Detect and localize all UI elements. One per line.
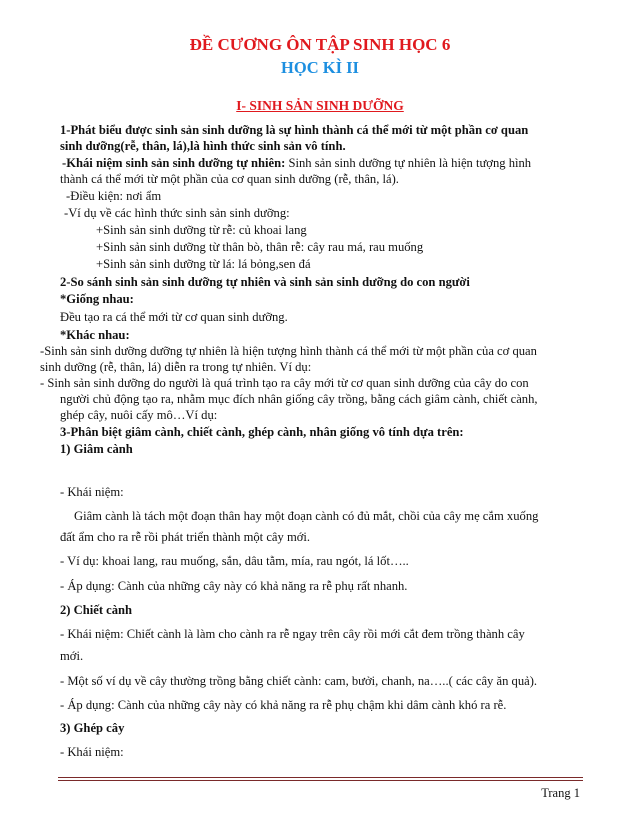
natural-concept-label: -Khái niệm sinh sản sinh dưỡng tự nhiên: (62, 156, 286, 170)
footer-divider (58, 777, 583, 778)
document-subtitle: HỌC KÌ II (281, 58, 359, 77)
difference-1-line-2: sinh dưỡng (rễ, thân, lá) diễn ra trong tự nhiên. Ví dụ: (40, 360, 312, 374)
question-3: 3-Phân biệt giâm cành, chiết cành, ghép cành, nhân giống vô tính dựa trên: (60, 425, 464, 439)
section-heading: I- SINH SẢN SINH DƯỠNG (236, 98, 404, 113)
grafting-concept-label: - Khái niệm: (60, 745, 124, 759)
natural-concept-line-2: thành cá thể mới từ một phần của cơ quan sinh dưỡng (rễ, thân, lá). (60, 172, 399, 186)
example-stem: +Sinh sản sinh dưỡng từ thân bò, thân rễ: cây rau má, rau muống (96, 240, 424, 254)
similar-text: Đều tạo ra cá thể mới từ cơ quan sinh dưỡng. (60, 310, 288, 324)
layering-concept-line-1: - Khái niệm: Chiết cành là làm cho cành ra rễ ngay trên cây rồi mới cắt đem trồng thành cây (60, 627, 525, 641)
layering-heading: 2) Chiết cành (60, 603, 133, 617)
cutting-apply: - Áp dụng: Cành của những cây này có khả năng ra rễ phụ rất nhanh. (60, 579, 408, 593)
natural-concept-text: Sinh sản sinh dưỡng tự nhiên là hiện tượng hình (285, 156, 532, 170)
condition-text: -Điều kiện: nơi ẩm (66, 189, 162, 203)
difference-label: *Khác nhau: (60, 328, 130, 342)
layering-concept-line-2: mới. (60, 649, 84, 663)
layering-apply: - Áp dụng: Cành của những cây này có khả năng ra rễ phụ chậm khi dâm cành khó ra rễ. (60, 698, 507, 712)
cutting-concept-line-2: đất ẩm cho ra rễ rồi phát triển thành một cây mới. (60, 530, 311, 544)
layering-example: - Một số ví dụ về cây thường trồng bằng chiết cành: cam, bưởi, chanh, na…..( các cây ăn quả). (60, 674, 538, 688)
examples-intro: -Ví dụ về các hình thức sinh sản sinh dưỡng: (64, 206, 290, 220)
difference-2-line-3: ghép cây, nuôi cấy mô…Ví dụ: (60, 408, 218, 422)
footer-divider-thin (58, 780, 583, 781)
similar-label: *Giống nhau: (60, 292, 134, 306)
question-1-line-2: sinh dưỡng(rễ, thân, lá),là hình thức sinh sản vô tính. (60, 139, 346, 153)
example-root: +Sinh sản sinh dưỡng từ rễ: củ khoai lang (96, 223, 307, 237)
question-1-line-1: 1-Phát biểu được sinh sản sinh dưỡng là sự hình thành cá thể mới từ một phần cơ quan (60, 123, 529, 137)
grafting-heading: 3) Ghép cây (60, 721, 125, 735)
cutting-example: - Ví dụ: khoai lang, rau muống, sắn, dâu tằm, mía, rau ngót, lá lốt….. (60, 554, 409, 568)
cutting-heading: 1) Giâm cành (60, 442, 133, 456)
difference-1-line-1: -Sinh sản sinh dưỡng dưỡng tự nhiên là hiện tượng hình thành cá thể mới từ một phần của cơ quan (40, 344, 537, 358)
document-title: ĐỀ CƯƠNG ÔN TẬP SINH HỌC 6 (189, 35, 451, 54)
cutting-concept-line-1: Giâm cành là tách một đoạn thân hay một đoạn cành có đủ mắt, chồi của cây mẹ cắm xuống (74, 509, 539, 523)
question-2: 2-So sánh sinh sản sinh dưỡng tự nhiên và sinh sản sinh dưỡng do con người (60, 275, 470, 289)
difference-2-line-1: - Sinh sản sinh dưỡng do người là quá trình tạo ra cây mới từ cơ quan sinh dưỡng của cây do con (40, 376, 529, 390)
natural-concept-line (62, 155, 531, 171)
difference-2-line-2: người chủ động tạo ra, nhằm mục đích nhân giống cây trồng, bằng cách giâm cành, chiết cành, (60, 392, 538, 406)
page-number: Trang 1 (541, 786, 580, 800)
cutting-concept-label: - Khái niệm: (60, 485, 124, 499)
example-leaf: +Sinh sản sinh dưỡng từ lá: lá bỏng,sen đá (96, 257, 311, 271)
